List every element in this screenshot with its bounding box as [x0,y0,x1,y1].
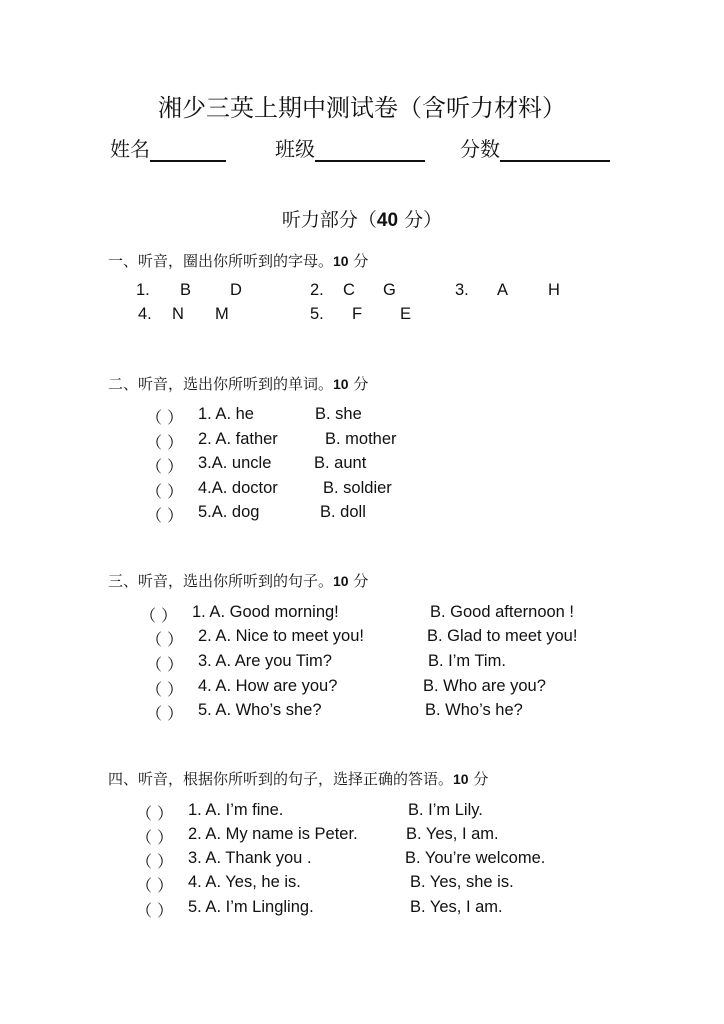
part4-points: 10 [453,771,469,787]
letter-option[interactable]: M [215,305,229,323]
class-field [275,133,425,162]
part1-item [138,305,152,324]
part4-heading-text: 四、听音，根据你所听到的句子，选择正确的答语。 [108,770,454,788]
option-a[interactable]: 1. A. Good morning! [192,603,339,621]
option-a[interactable]: 2. A. My name is Peter. [188,825,358,843]
part1-points: 10 [333,253,349,269]
answer-blank[interactable]: （ ） [146,506,184,525]
answer-blank[interactable]: （ ） [146,482,184,501]
part1-unit: 分 [348,252,369,270]
item-number: 2. [310,281,324,299]
answer-blank[interactable]: （ ） [136,804,174,823]
name-field [110,133,226,162]
letter-option[interactable]: D [230,281,242,299]
option-b[interactable]: B. I’m Tim. [428,652,506,670]
answer-blank[interactable]: （ ） [136,901,174,920]
item-number: 3. [455,281,469,299]
option-b[interactable]: B. Good afternoon ! [430,603,575,621]
part1-item [455,281,469,300]
score-field [460,133,610,162]
answer-blank[interactable]: （ ） [146,630,184,649]
class-label: 班级 [275,137,315,161]
answer-blank[interactable]: （ ） [136,828,174,847]
option-a[interactable]: 3.A. uncle [198,454,272,472]
option-b[interactable]: B. mother [325,430,397,448]
part2-unit: 分 [348,375,369,393]
option-b[interactable]: B. Glad to meet you! [427,627,578,645]
option-a[interactable]: 3. A. Thank you . [188,849,312,867]
option-a[interactable]: 1. A. I’m fine. [188,801,284,819]
part1-heading [108,250,368,271]
option-a[interactable]: 2. A. father [198,430,278,448]
score-label: 分数 [460,137,500,161]
class-blank[interactable] [315,140,425,162]
option-a[interactable]: 4.A. doctor [198,479,278,497]
part3-unit: 分 [348,572,369,590]
part1-item [310,305,324,324]
part1-item [136,281,150,300]
part2-points: 10 [333,376,349,392]
part3-heading-text: 三、听音，选出你所听到的句子。 [108,572,334,590]
option-b[interactable]: B. Yes, I am. [410,898,503,916]
letter-option[interactable]: B [180,281,192,299]
part4-heading [108,768,488,789]
answer-blank[interactable]: （ ） [146,680,184,699]
letter-option[interactable]: N [172,305,184,323]
part3-points: 10 [333,573,349,589]
option-b[interactable]: B. Yes, I am. [406,825,499,843]
section-title [0,205,724,232]
item-number: 1. [136,281,150,299]
answer-blank[interactable]: （ ） [140,606,178,625]
letter-option[interactable]: G [383,281,396,299]
option-b[interactable]: B. she [315,405,362,423]
answer-blank[interactable]: （ ） [146,704,184,723]
option-a[interactable]: 4. A. How are you? [198,677,338,695]
letter-option[interactable]: H [548,281,560,299]
option-a[interactable]: 2. A. Nice to meet you! [198,627,364,645]
answer-blank[interactable]: （ ） [136,852,174,871]
letter-option[interactable]: C [343,281,355,299]
section-points: 40 [376,210,399,231]
item-number: 4. [138,305,152,323]
answer-blank[interactable]: （ ） [146,408,184,427]
score-blank[interactable] [500,140,610,162]
option-b[interactable]: B. doll [320,503,366,521]
name-blank[interactable] [150,140,226,162]
option-a[interactable]: 1. A. he [198,405,254,423]
letter-option[interactable]: A [497,281,509,299]
part2-heading [108,373,368,394]
option-b[interactable]: B. aunt [314,454,367,472]
answer-blank[interactable]: （ ） [146,655,184,674]
option-b[interactable]: B. I’m Lily. [408,801,483,819]
option-a[interactable]: 5. A. I’m Lingling. [188,898,314,916]
section-suffix: 分） [398,209,443,231]
part4-unit: 分 [468,770,489,788]
option-b[interactable]: B. You’re welcome. [405,849,546,867]
part1-item [310,281,324,300]
option-a[interactable]: 5.A. dog [198,503,260,521]
option-b[interactable]: B. Who are you? [423,677,546,695]
option-b[interactable]: B. Who’s he? [425,701,523,719]
part2-heading-text: 二、听音，选出你所听到的单词。 [108,375,334,393]
answer-blank[interactable]: （ ） [146,457,184,476]
option-b[interactable]: B. soldier [323,479,392,497]
letter-option[interactable]: F [352,305,363,323]
option-a[interactable]: 3. A. Are you Tim? [198,652,332,670]
answer-blank[interactable]: （ ） [146,433,184,452]
section-title-text: 听力部分（ [281,209,377,231]
option-a[interactable]: 4. A. Yes, he is. [188,873,301,891]
part3-heading [108,570,368,591]
letter-option[interactable]: E [400,305,412,323]
option-b[interactable]: B. Yes, she is. [410,873,514,891]
page-title: 湘少三英上期中测试卷（含听力材料） [158,94,566,122]
name-label: 姓名 [110,137,150,161]
item-number: 5. [310,305,324,323]
answer-blank[interactable]: （ ） [136,876,174,895]
part1-heading-text: 一、听音，圈出你所听到的字母。 [108,252,334,270]
option-a[interactable]: 5. A. Who’s she? [198,701,322,719]
